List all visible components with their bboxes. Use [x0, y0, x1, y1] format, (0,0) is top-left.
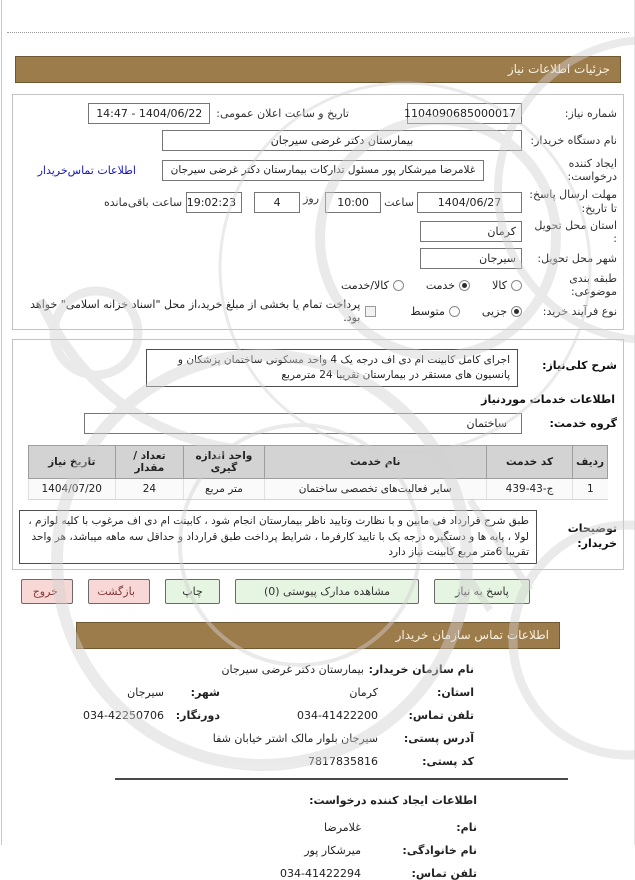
services-subheader: اطلاعات خدمات موردنیاز [481, 393, 615, 407]
radio-medium[interactable] [449, 306, 460, 317]
subject-category-label: طبقه بندی موضوعی: [569, 272, 617, 298]
cell-unit: متر مربع [184, 479, 264, 500]
deadline-date-field[interactable]: 1404/06/27 [417, 192, 522, 213]
cell-quantity: 24 [115, 479, 184, 500]
first-name-label: نام: [456, 821, 477, 835]
col-unit[interactable]: واحد اندازه گیری [184, 446, 264, 479]
delivery-province-label: استان محل تحویل : [534, 218, 617, 245]
row-need-number [19, 100, 617, 127]
contact-fax-label: دورنگار: [175, 709, 220, 723]
org-name-value: بیمارستان دکتر غرضی سیرجان [221, 663, 364, 677]
col-need-date[interactable]: تاریخ نیاز [28, 446, 115, 479]
need-info-box [12, 94, 624, 330]
row-delivery-province [19, 218, 617, 245]
service-items-table [28, 445, 608, 500]
remaining-days-field[interactable]: 4 [254, 192, 300, 213]
remaining-days-label: روز [303, 191, 320, 205]
need-number-label: شماره نیاز: [564, 107, 617, 120]
service-table-header-row [28, 446, 607, 479]
request-creator-label: ایجاد کننده درخواست: [567, 157, 617, 183]
creator-phone-label: تلفن تماس: [411, 867, 477, 880]
service-group-label: گروه خدمت: [549, 417, 617, 431]
row-first-name [22, 821, 477, 834]
print-button[interactable]: چاپ [165, 579, 220, 604]
radio-minor[interactable] [511, 306, 522, 317]
row-province-city [22, 686, 474, 700]
exit-button[interactable]: خروج [21, 579, 73, 604]
org-name-label: نام سازمان خریدار: [368, 663, 474, 677]
row-delivery-city [19, 245, 617, 272]
row-subject-category [19, 272, 617, 298]
remaining-time-field[interactable]: 19:02:23 [186, 192, 242, 213]
deadline-hour-label: ساعت [384, 195, 414, 209]
service-group-field[interactable]: ساختمان [84, 413, 522, 434]
row-buyer-org [19, 127, 617, 154]
contact-address-label: آدرس پستی: [403, 732, 474, 746]
contact-province-label: استان: [437, 686, 474, 700]
announce-datetime-field[interactable]: 1404/06/22 - 14:47 [88, 103, 210, 124]
top-separator [7, 0, 629, 33]
contact-postal-value: 7817835816 [308, 755, 378, 769]
contact-postal-label: کد پستی: [422, 755, 474, 769]
radio-goods[interactable] [511, 280, 522, 291]
row-request-creator [19, 154, 617, 186]
buyer-notes-label: توضیحات خریدار: [567, 522, 617, 551]
request-creator-block [22, 794, 477, 880]
last-name-value: میرشکار پور [304, 844, 361, 858]
cell-service-code: ج-43-439 [486, 479, 572, 500]
radio-goods-service[interactable] [393, 280, 404, 291]
first-name-value: غلامرضا [324, 821, 361, 835]
row-phone-fax [22, 709, 474, 723]
row-creator-phone [22, 867, 477, 880]
need-description-field[interactable]: اجرای کامل کابینت ام دی اف درجه یک 4 واحد مسکونی ساختمان پزشکان و پانسیون های مستقر در بیمارستان تقریبا 24 مترمربع [146, 349, 518, 387]
service-table-row [28, 479, 607, 500]
row-postal-code [22, 755, 474, 769]
action-buttons-row [22, 579, 530, 604]
row-response-deadline [19, 186, 617, 218]
cell-service-name: سایر فعالیت‌های تخصصی ساختمان [264, 479, 486, 500]
radio-goods-service-label: کالا/خدمت [341, 278, 389, 292]
col-quantity[interactable]: تعداد / مقدار [115, 446, 184, 479]
remaining-hours-label: ساعت باقی‌مانده [104, 195, 183, 209]
col-service-name[interactable]: نام خدمت [264, 446, 486, 479]
view-attachments-button[interactable]: مشاهده مدارک پیوستی (0) [235, 579, 419, 604]
delivery-province-field[interactable]: کرمان [420, 221, 522, 242]
treasury-checkbox[interactable] [365, 306, 376, 317]
contact-fax-value: 034-42250706 [83, 709, 164, 723]
row-service-group [19, 410, 617, 437]
buyer-org-label: نام دستگاه خریدار: [530, 134, 617, 147]
row-last-name [22, 844, 477, 857]
row-need-description [19, 345, 617, 387]
cell-need-date: 1404/07/20 [28, 479, 115, 500]
contact-province-value: کرمان [349, 686, 378, 700]
radio-medium-label: متوسط [410, 304, 445, 318]
creator-info-header: اطلاعات ایجاد کننده درخواست: [309, 794, 477, 808]
contact-phone-value: 034-41422200 [297, 709, 378, 723]
need-description-label: شرح کلی‌نیاز: [542, 359, 617, 372]
cell-row-number: 1 [573, 479, 608, 500]
contact-phone-label: تلفن تماس: [408, 709, 474, 723]
contact-city-value: سیرجان [127, 686, 164, 700]
row-purchase-process [19, 298, 617, 324]
row-postal-address [22, 732, 474, 746]
creator-phone-value: 034-41422294 [280, 867, 361, 880]
radio-goods-label: کالا [492, 278, 507, 292]
treasury-checkbox-label: پرداخت تمام یا بخشی از مبلغ خرید،از محل "اسناد خزانه اسلامی" خواهد بود. [30, 298, 361, 324]
row-org-name [22, 663, 474, 677]
announce-datetime-label: تاریخ و ساعت اعلان عمومی: [216, 107, 349, 120]
need-details-page [1, 0, 635, 880]
buyer-org-field[interactable]: بیمارستان دکتر غرضی سیرجان [162, 130, 522, 151]
delivery-city-field[interactable]: سیرجان [420, 248, 522, 269]
delivery-city-label: شهر محل تحویل: [537, 252, 617, 265]
respond-to-need-button[interactable]: پاسخ به نیاز [434, 579, 530, 604]
col-row-number[interactable]: ردیف [573, 446, 608, 479]
radio-service-label: خدمت [425, 278, 456, 292]
radio-service[interactable] [459, 280, 470, 291]
contact-city-label: شهر: [190, 686, 220, 700]
section-divider [115, 778, 568, 780]
section-header-buyer-contact: اطلاعات تماس سازمان خریدار [76, 622, 560, 649]
last-name-label: نام خانوادگی: [402, 844, 477, 858]
request-creator-field[interactable]: غلامرضا میرشکار پور مسئول تدارکات بیمارستان دکتر غرضی سیرجان [162, 160, 484, 181]
col-service-code[interactable]: کد خدمت [486, 446, 572, 479]
buyer-contact-link[interactable]: اطلاعات تماس‌خریدار [37, 163, 136, 177]
radio-minor-label: جزیی [481, 304, 507, 318]
buyer-notes-field[interactable]: طبق شرح قرارداد فی مابین و با نظارت وتایید ناظر بیمارستان انجام شود ، کابینت ام دی اف مرغوب با کلیه لوازم ، لولا ، پایه ها و دستگیره درجه یک با تایید کارفرما ، شرایط پرداخت طبق قرارداد و حداقل سه ماهه میباشد، هر واحد تقریبا 6متر مربع کابینت نیاز دارد [19, 510, 537, 564]
section-header-need-details: جزئیات اطلاعات نیاز [15, 56, 621, 83]
response-deadline-label: مهلت ارسال پاسخ: تا تاریخ: [529, 187, 617, 215]
back-button[interactable]: بازگشت [88, 579, 150, 604]
purchase-process-label: نوع فرآیند خرید: [542, 304, 617, 318]
contact-address-value: سیرجان بلوار مالک اشتر خیابان شفا [212, 732, 378, 746]
need-number-field[interactable]: 1104090685000017 [407, 103, 522, 124]
services-box [12, 339, 624, 570]
row-buyer-notes [19, 510, 617, 564]
buyer-contact-block [22, 663, 474, 769]
deadline-time-field[interactable]: 10:00 [325, 192, 381, 213]
